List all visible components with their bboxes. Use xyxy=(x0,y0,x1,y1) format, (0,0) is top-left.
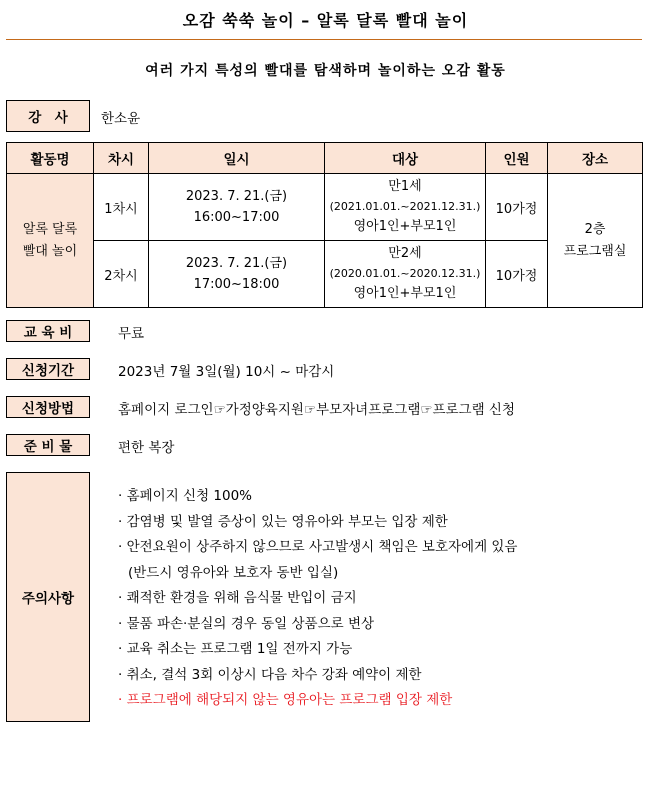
session-cell: 2차시 xyxy=(94,241,149,308)
datetime-cell: 2023. 7. 21.(금) 16:00~17:00 xyxy=(149,174,325,241)
supplies-label: 준 비 물 xyxy=(6,434,90,456)
fee-label: 교 육 비 xyxy=(6,320,90,342)
capacity-cell: 10가정 xyxy=(486,174,548,241)
table-header-row xyxy=(7,143,643,174)
header-target: 대상 xyxy=(325,143,486,174)
page-title: 오감 쑥쑥 놀이 – 알록 달록 빨대 놀이 xyxy=(182,11,469,30)
method-value: 홈페이지 로그인☞가정양육지원☞부모자녀프로그램☞프로그램 신청 xyxy=(118,402,515,418)
list-item: · 쾌적한 환경을 위해 음식물 반입이 금지 xyxy=(118,590,357,606)
supplies-value: 편한 복장 xyxy=(118,440,175,456)
list-item: · 물품 파손·분실의 경우 동일 상품으로 변상 xyxy=(118,615,375,632)
header-datetime: 일시 xyxy=(149,143,325,174)
fee-value: 무료 xyxy=(118,326,145,342)
instructor-value: 한소윤 xyxy=(101,111,141,127)
notice-list xyxy=(118,484,517,714)
datetime-cell: 2023. 7. 21.(금) 17:00~18:00 xyxy=(149,241,325,308)
notice-label: 주의사항 xyxy=(6,472,90,722)
activity-name-cell: 알록 달록 빨대 놀이 xyxy=(7,174,94,308)
header-session: 차시 xyxy=(94,143,149,174)
location-cell: 2층 프로그램실 xyxy=(548,174,643,308)
method-label: 신청방법 xyxy=(6,396,90,418)
target-cell: 만2세 (2020.01.01.~2020.12.31.) 영아1인+부모1인 xyxy=(325,241,486,308)
session-cell: 1차시 xyxy=(94,174,149,241)
list-item: · 취소, 결석 3회 이상시 다음 차수 강좌 예약이 제한 xyxy=(118,666,422,683)
table-row xyxy=(7,174,643,241)
target-cell: 만1세 (2021.01.01.~2021.12.31.) 영아1인+부모1인 xyxy=(325,174,486,241)
warning-item: · 프로그램에 해당되지 않는 영유아는 프로그램 입장 제한 xyxy=(118,692,453,708)
title-divider xyxy=(6,39,642,40)
header-activity: 활동명 xyxy=(7,143,94,174)
list-item: · 안전요원이 상주하지 않으므로 사고발생시 책임은 보호자에게 있음 xyxy=(118,539,518,555)
list-item: · 홈페이지 신청 100% xyxy=(118,488,253,504)
capacity-cell: 10가정 xyxy=(486,241,548,308)
header-location: 장소 xyxy=(548,143,643,174)
header-capacity: 인원 xyxy=(486,143,548,174)
list-item: · 감염병 및 발열 증상이 있는 영유아와 부모는 입장 제한 xyxy=(118,513,448,530)
period-value: 2023년 7월 3일(월) 10시 ~ 마감시 xyxy=(118,364,335,380)
list-item: (반드시 영유아와 보호자 동반 입실) xyxy=(128,564,339,581)
instructor-label: 강 사 xyxy=(6,100,90,132)
table-row xyxy=(7,241,643,308)
page-subtitle: 여러 가지 특성의 빨대를 탐색하며 놀이하는 오감 활동 xyxy=(145,63,506,79)
period-label: 신청기간 xyxy=(6,358,90,380)
schedule-table xyxy=(6,142,643,308)
list-item: · 교육 취소는 프로그램 1일 전까지 가능 xyxy=(118,641,353,657)
